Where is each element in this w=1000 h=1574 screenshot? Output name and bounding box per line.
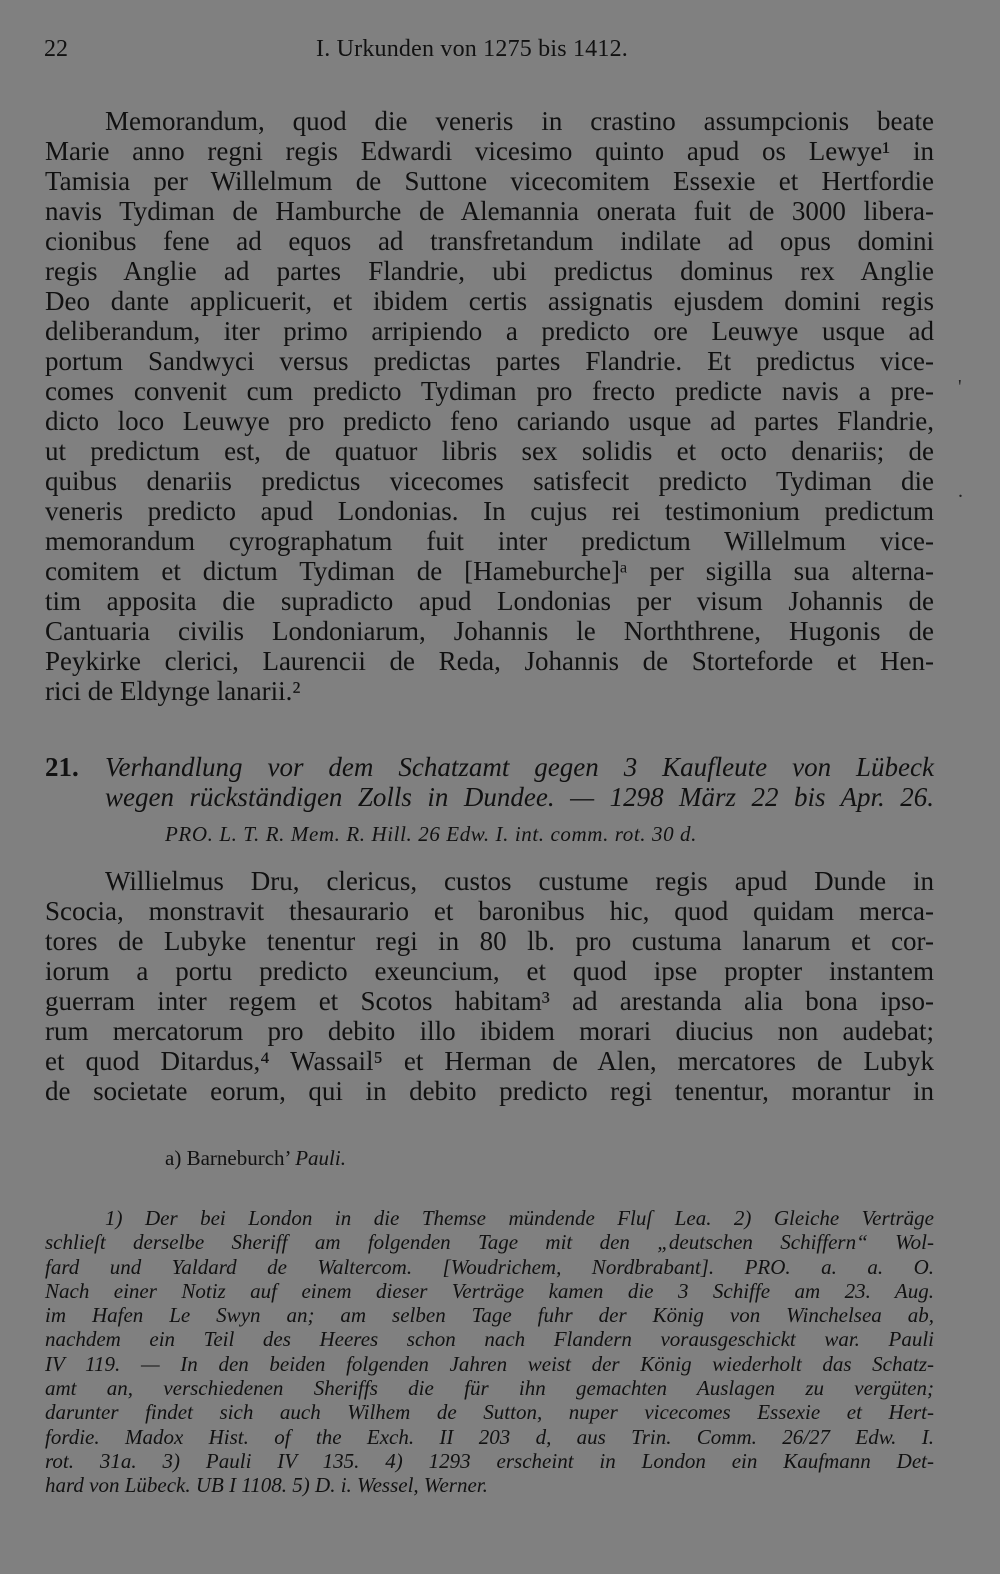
document-title-line: wegen rückständigen Zolls in Dundee. — 1298 März 22 bis Apr. 26. [105,782,934,812]
text-line: portum Sandwyci versus predictas partes Flandrie. Et predictus vice- [45,346,934,376]
document-text [45,866,934,1106]
text-line: navis Tydiman de Hamburche de Alemannia onerata fuit de 3000 libera- [45,196,934,226]
text-line: rici de Eldynge lanarii.² [45,676,301,706]
page-number: 22 [44,36,68,62]
text-line: Cantuaria civilis Londoniarum, Johannis le Norththrene, Hugonis de [45,616,934,646]
text-line: veneris predicto apud Londonias. In cujus rei testimonium predictum [45,496,934,526]
text-line: ut predictum est, de quatuor libris sex solidis et octo denariis; de [45,436,934,466]
footnote-line: schlieſt derselbe Sheriff am folgenden Tage mit den „deutschen Schiffern“ Wol- [45,1230,934,1255]
variant-note [165,1146,346,1171]
text-line: memorandum cyrographatum fuit inter predictum Willelmum vice- [45,526,934,556]
footnote-line: 1) Der bei London in die Themse mündende Fluſ Lea. 2) Gleiche Verträge [105,1206,934,1230]
footnote-line: Nach einer Notiz auf einem dieser Verträge kamen die 3 Schiffe am 23. Aug. [45,1278,934,1303]
text-line: Tamisia per Willelmum de Suttone vicecomitem Essexie et Hertfordie [45,166,934,196]
variant-note-label: a) Barneburch’ [165,1146,290,1170]
page-header [44,36,936,72]
archival-source: PRO. L. T. R. Mem. R. Hill. 26 Edw. I. int. comm. rot. 30 d. [165,822,697,846]
text-line: iorum a portu predicto exeuncium, et quod ipse propter instantem [45,956,934,986]
footnote-line: im Hafen Le Swyn an; am selben Tage fuhr der König von Winchelsea ab, [45,1303,934,1328]
document-title-line: Verhandlung vor dem Schatzamt gegen 3 Kaufleute von Lübeck [105,752,934,782]
variant-note-source: Pauli. [295,1146,346,1170]
footnotes [45,1206,934,1498]
text-line: comitem et dictum Tydiman de [Hameburche]ᵃ per sigilla sua alterna- [45,556,934,586]
text-line: quibus denariis predictus vicecomes satisfecit predicto Tydiman die [45,466,934,496]
text-line: de societate eorum, qui in debito predicto regi tenentur, morantur in [45,1076,934,1106]
text-line: dicto loco Leuwye pro predicto feno cariando usque ad partes Flandrie, [45,406,934,436]
footnote-line: IV 119. — In den beiden folgenden Jahren weist der König wiederholt das Schatz- [45,1351,934,1376]
text-line: Memorandum, quod die veneris in crastino assumpcionis beate [105,106,934,136]
document-number: 21. [45,752,79,782]
text-line: Deo dante applicuerit, et ibidem certis assignatis ejusdem domini regis [45,286,934,316]
text-line: regis Anglie ad partes Flandrie, ubi predictus dominus rex Anglie [45,256,934,286]
text-line: deliberandum, iter primo arripiendo a predicto ore Leuwye usque ad [45,316,934,346]
footnote-line: amt an, verschiedenen Sheriffs die für ihn gemachten Auslagen zu vergüten; [45,1376,934,1401]
footnote-line: fordie. Madox Hist. of the Exch. II 203 d, aus Trin. Comm. 26/27 Edw. I. [45,1424,934,1449]
text-line: tores de Lubyke tenentur regi in 80 lb. pro custuma lanarum et cor- [45,926,934,956]
footnote-line: darunter findet sich auch Wilhem de Sutton, nuper vicecomes Essexie et Hert- [45,1400,934,1425]
text-line: et quod Ditardus,⁴ Wassail⁵ et Herman de Alen, mercatores de Lubyk [45,1046,934,1076]
footnote-line: rot. 31a. 3) Pauli IV 135. 4) 1293 erscheint in London ein Kaufmann Det- [45,1448,934,1473]
text-line: tim apposita die supradicto apud Londonias per visum Johannis de [45,586,934,616]
text-line: cionibus fene ad equos ad transfretandum indilate ad opus domini [45,226,934,256]
footnote-line: fard und Yaldard de Waltercom. [Woudrichem, Nordbrabant]. PRO. a. a. O. [45,1254,934,1279]
text-line: guerram inter regem et Scotos habitam³ ad arestanda alia bona ipso- [45,986,934,1016]
scan-speck: ' [958,376,962,398]
scan-speck: . [958,480,963,502]
text-line: Scocia, monstravit thesaurario et baronibus hic, quod quidam merca- [45,896,934,926]
text-line: Willielmus Dru, clericus, custos custume regis apud Dunde in [105,866,934,896]
footnote-line: nachdem ein Teil des Heeres schon nach Flandern vorausgeschickt war. Pauli [45,1327,934,1352]
text-line: rum mercatorum pro debito illo ibidem morari diucius non audebat; [45,1016,934,1046]
text-line: Marie anno regni regis Edwardi vicesimo quinto apud os Lewye¹ in [45,136,934,166]
footnote-line: hard von Lübeck. UB I 1108. 5) D. i. Wessel, Werner. [45,1473,488,1498]
running-head: I. Urkunden von 1275 bis 1412. [316,36,628,62]
text-line: Peykirke clerici, Laurencii de Reda, Johannis de Storteforde et Hen- [45,646,934,676]
text-line: comes convenit cum predicto Tydiman pro frecto predicte navis a pre- [45,376,934,406]
memorandum-text [45,106,934,706]
